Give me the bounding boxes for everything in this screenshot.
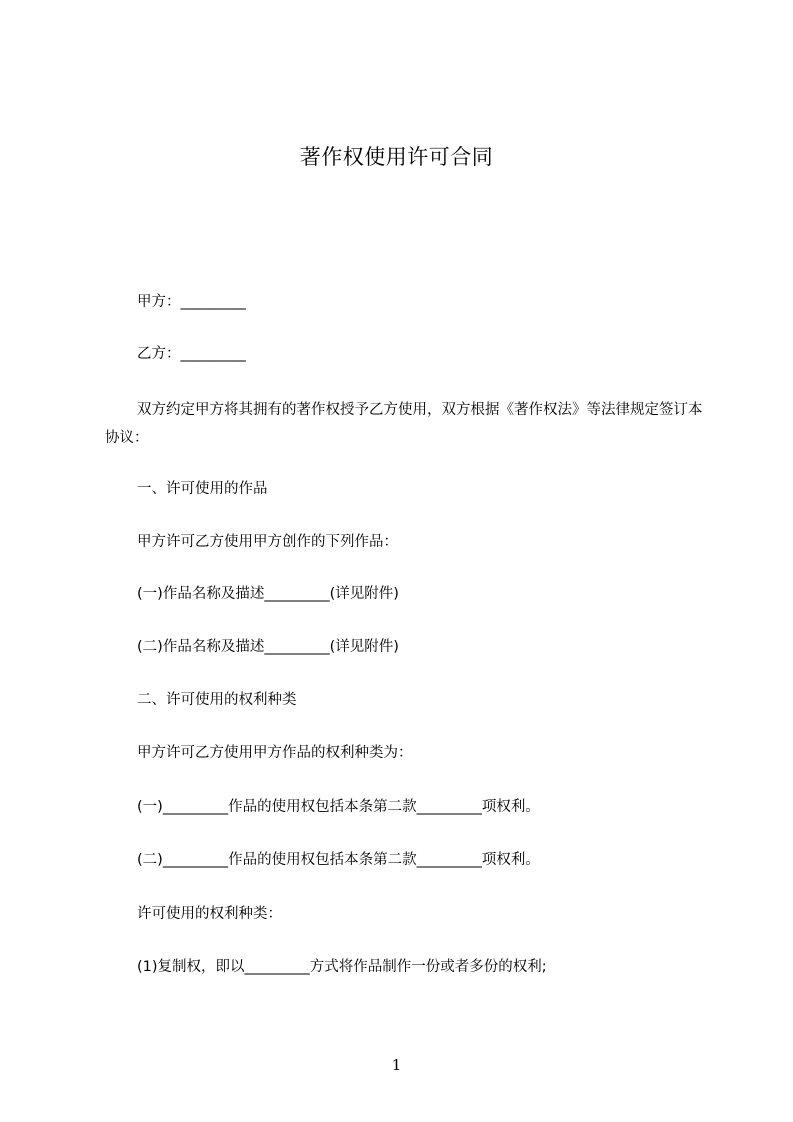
section-2-item-1: (一)_________作品的使用权包括本条第二款_________项权利。 [137,799,540,815]
rights-heading: 许可使用的权利种类： [137,906,282,922]
party-b-line: 乙方：_________ [137,346,246,362]
page-number: 1 [391,1056,402,1074]
section-2-item-2: (二)_________作品的使用权包括本条第二款_________项权利。 [137,852,540,868]
section-1-lead: 甲方许可乙方使用甲方创作的下列作品： [137,534,398,550]
section-1-heading: 一、许可使用的作品 [137,481,268,497]
intro-text: 双方约定甲方将其拥有的著作权授予乙方使用，双方根据《著作权法》等法律规定签订本协议： [105,402,703,446]
right-item-1: (1)复制权，即以_________方式将作品制作一份或者多份的权利; [137,959,547,975]
intro-paragraph [105,396,713,452]
document-title: 著作权使用许可合同 [299,145,494,169]
section-2-heading: 二、许可使用的权利种类 [137,692,297,708]
party-a-line: 甲方：_________ [137,294,246,310]
section-1-item-1: (一)作品名称及描述_________(详见附件) [137,586,399,602]
section-1-item-2: (二)作品名称及描述_________(详见附件) [137,639,399,655]
section-2-lead: 甲方许可乙方使用甲方作品的权利种类为： [137,745,413,761]
